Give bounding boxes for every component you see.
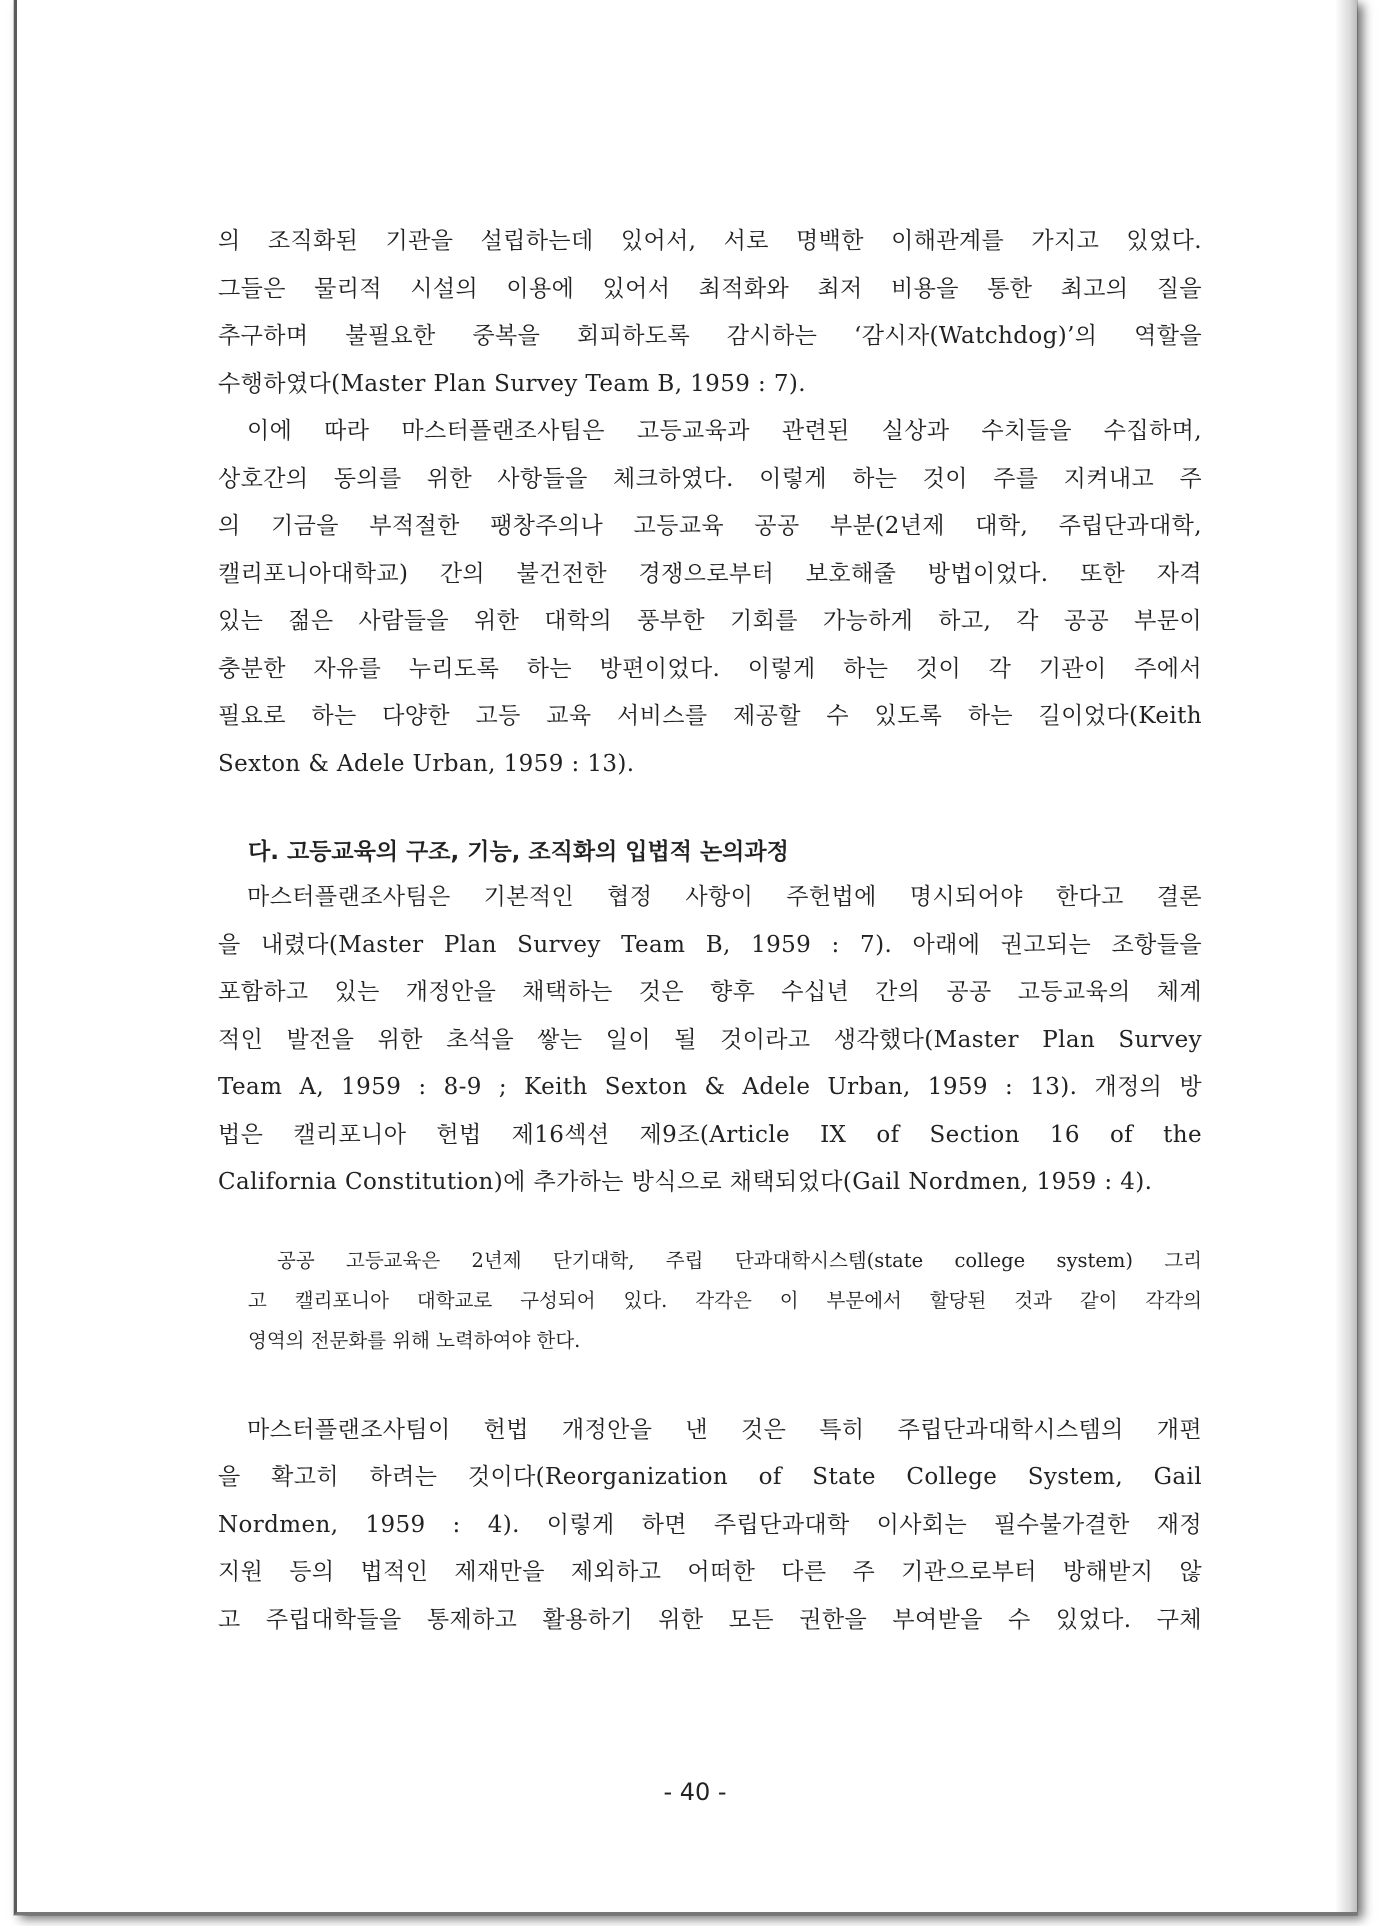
text-line: Team A, 1959 : 8-9 ; Keith Sexton & Adele Urban, 1959 : 13). 개정의 방 — [218, 1074, 1202, 1100]
text-line: 상호간의 동의를 위한 사항들을 체크하였다. 이렇게 하는 것이 주를 지켜내고 주 — [218, 465, 1202, 492]
paragraph-1 — [218, 218, 1202, 408]
text-line: 추구하며 불필요한 중복을 회피하도록 감시하는 ‘감시자(Watchdog)’의 역할을 — [218, 323, 1202, 349]
text-line: California Constitution)에 추가하는 방식으로 채택되었다(Gail Nordmen, 1959 : 4). — [218, 1169, 1153, 1195]
text-line: 충분한 자유를 누리도록 하는 방편이었다. 이렇게 하는 것이 각 기관이 주에서 — [218, 655, 1202, 682]
text-line: 의 조직화된 기관을 설립하는데 있어서, 서로 명백한 이해관계를 가지고 있었다. — [218, 228, 1202, 254]
text-line: 캘리포니아대학교) 간의 불건전한 경쟁으로부터 보호해줄 방법이었다. 또한 자격 — [218, 560, 1202, 587]
text-line: 있는 젊은 사람들을 위한 대학의 풍부한 기회를 가능하게 하고, 각 공공 부문이 — [218, 608, 1202, 634]
text-line: Sexton & Adele Urban, 1959 : 13). — [218, 750, 635, 777]
quote-line: 영역의 전문화를 위해 노력하여야 한다. — [248, 1328, 581, 1352]
text-line: 을 내렸다(Master Plan Survey Team B, 1959 : 7). 아래에 권고되는 조항들을 — [218, 931, 1202, 958]
text-line: 포함하고 있는 개정안을 채택하는 것은 향후 수십년 간의 공공 고등교육의 체계 — [218, 979, 1202, 1005]
page-edge-shadow — [1335, 0, 1357, 1912]
text-line: 마스터플랜조사팀이 헌법 개정안을 낸 것은 특히 주립단과대학시스템의 개편 — [247, 1416, 1202, 1443]
document-body — [218, 218, 1202, 1644]
text-line: 이에 따라 마스터플랜조사팀은 고등교육과 관련된 실상과 수치들을 수집하며, — [247, 418, 1202, 444]
section-heading: 다. 고등교육의 구조, 기능, 조직화의 입법적 논의과정 — [248, 839, 789, 865]
text-line: 의 기금을 부적절한 팽창주의나 고등교육 공공 부분(2년제 대학, 주립단과대학, — [218, 513, 1202, 539]
paragraph-4 — [218, 1407, 1202, 1645]
quote-line: 공공 고등교육은 2년제 단기대학, 주립 단과대학시스템(state college system) 그리 — [277, 1248, 1202, 1272]
text-line: 수행하였다(Master Plan Survey Team B, 1959 : 7). — [218, 370, 806, 397]
text-line: 법은 캘리포니아 헌법 제16섹션 제9조(Article IX of Section 16 of the — [218, 1121, 1202, 1148]
text-line: 고 주립대학들을 통제하고 활용하기 위한 모든 권한을 부여받을 수 있었다. 구체 — [218, 1606, 1202, 1633]
text-line: Nordmen, 1959 : 4). 이렇게 하면 주립단과대학 이사회는 필수불가결한 재정 — [218, 1511, 1202, 1538]
block-quote — [218, 1241, 1202, 1361]
quote-line: 고 캘리포니아 대학교로 구성되어 있다. 각각은 이 부문에서 할당된 것과 같이 각각의 — [248, 1288, 1202, 1312]
text-line: 을 확고히 하려는 것이다(Reorganization of State College System, Gail — [218, 1464, 1202, 1490]
paragraph-2 — [218, 408, 1202, 788]
text-line: 그들은 물리적 시설의 이용에 있어서 최적화와 최저 비용을 통한 최고의 질을 — [218, 275, 1202, 302]
text-line: 필요로 하는 다양한 고등 교육 서비스를 제공할 수 있도록 하는 길이었다(Keith — [218, 703, 1202, 729]
text-line: 적인 발전을 위한 초석을 쌓는 일이 될 것이라고 생각했다(Master Plan Survey — [218, 1026, 1202, 1053]
text-line: 마스터플랜조사팀은 기본적인 협정 사항이 주헌법에 명시되어야 한다고 결론 — [247, 884, 1202, 910]
text-line: 지원 등의 법적인 제재만을 제외하고 어떠한 다른 주 기관으로부터 방해받지 않 — [218, 1559, 1202, 1585]
page-number: - 40 - — [663, 1778, 727, 1806]
paragraph-3 — [218, 874, 1202, 1207]
